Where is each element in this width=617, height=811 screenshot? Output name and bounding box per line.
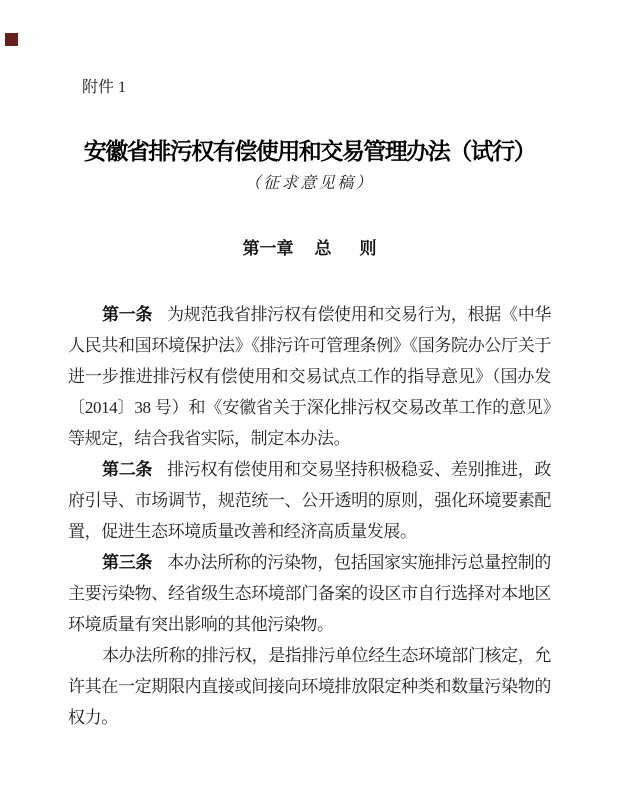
chapter-title-word-1: 总 (314, 239, 332, 258)
chapter-title-word-2: 则 (359, 239, 377, 258)
article-number: 第一条 (102, 305, 153, 324)
article-text: 为规范我省排污权有偿使用和交易行为，根据《中华人民共和国环境保护法》《排污许可管理条例》《国务院办公厅关于进一步推进排污权有偿使用和交易试点工作的指导意见》（国办发〔2014〕38 号）和《安徽省关于深化排污权交易改革工作的意见》等规定，结合我省实际，制定本办法。 (68, 305, 551, 448)
article-text: 本办法所称的污染物，包括国家实施排污总量控制的主要污染物、经省级生态环境部门备案的设区市自行选择对本地区环境质量有突出影响的其他污染物。 (68, 553, 551, 634)
article-paragraph-1 (68, 299, 551, 454)
document-title: 安徽省排污权有偿使用和交易管理办法（试行） (83, 139, 536, 164)
document-subtitle: （征求意见稿） (244, 175, 375, 192)
article-paragraph-4 (68, 640, 551, 733)
article-text: 本办法所称的排污权，是指排污单位经生态环境部门核定，允许其在一定期限内直接或间接向环境排放限定种类和数量污染物的权力。 (68, 646, 551, 727)
article-paragraph-2 (68, 454, 551, 547)
corner-mark (5, 33, 18, 46)
article-text: 排污权有偿使用和交易坚持积极稳妥、差别推进，政府引导、市场调节，规范统一、公开透明的原则，强化环境要素配置，促进生态环境质量改善和经济高质量发展。 (68, 460, 551, 541)
article-paragraph-3 (68, 547, 551, 640)
attachment-label: 附件 1 (82, 79, 127, 96)
article-number: 第三条 (102, 553, 153, 572)
chapter-number: 第一章 (242, 239, 294, 258)
chapter-heading (68, 237, 551, 261)
document-body (68, 299, 551, 733)
article-number: 第二条 (102, 460, 153, 479)
